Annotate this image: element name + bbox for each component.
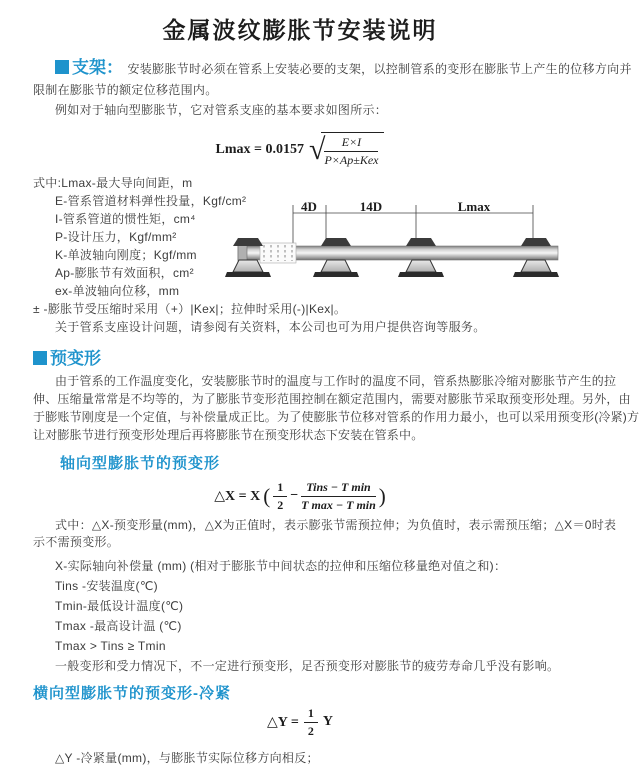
- axial-expl-line-2: 示不需预变形。: [33, 535, 120, 549]
- axial-formula-frac1-den: 2: [277, 497, 284, 512]
- lateral-formula-num: 1: [304, 706, 318, 723]
- var-line: Ap-膨胀节有效面积，cm²: [55, 266, 194, 280]
- var-line: K-单波轴向刚度；Kgf/mm: [55, 248, 197, 262]
- preform-paragraph: [33, 372, 639, 444]
- axial-expl-line-1: 式中：△X-预变形量(mm)，△X为正值时，表示膨张节需预拉伸；为负值时，表示需预压缩；△X＝0时表: [55, 518, 617, 532]
- axial-explanation: [33, 517, 617, 551]
- var-line: P-设计压力，Kgf/mm²: [55, 230, 177, 244]
- axial-formula-frac2-num: Tins − T min: [301, 480, 376, 497]
- pipe-end-cap: [238, 244, 247, 262]
- axial-variable-list: [33, 556, 570, 676]
- pipe-support-diagram: [236, 200, 566, 300]
- support-section: [33, 57, 632, 120]
- axial-formula: [0, 479, 600, 513]
- lateral-section-heading: 横向型膨胀节的预变形-冷紧: [33, 685, 231, 702]
- support-body-line-1: 安装膨胀节时必须在管系上安装必要的支架，以控制管系的变形在膨胀节上产生的位移方向并: [127, 62, 632, 76]
- sqrt-icon: √: [309, 133, 326, 166]
- axial-section-heading-line: [60, 452, 600, 473]
- lateral-explanation: △Y -冷紧量(mm)，与膨胀节实际位移方向相反；: [55, 751, 319, 765]
- var-line: 关于管系支座设计问题，请参阅有关资料，本公司也可为用户提供咨询等服务。: [55, 320, 486, 334]
- axial-var-line: Tins -安装温度(℃): [55, 579, 158, 593]
- support-section-heading-line: [33, 57, 632, 80]
- axial-formula-frac2-den: T max − T min: [301, 497, 376, 512]
- lmax-formula-radicand: [321, 132, 384, 168]
- preform-line: 于膨账节刚度是一个定值，与补偿量成正比。为了使膨胀节位移对管系的作用力最小，也可以采用预变形(冷紧)方: [33, 410, 639, 424]
- preform-line: 伸、压缩量常常是不均等的，为了膨胀节变形范围控制在额定范围内，需要对膨胀节采取预变形处理。另外，由: [33, 392, 631, 406]
- var-line: I-管系管道的惯性矩，cm⁴: [55, 212, 196, 226]
- lmax-formula-lhs: Lmax = 0.0157: [215, 142, 304, 157]
- preform-line: 由于管系的工作温度变化，安装膨胀节时的温度与工作时的温度不同，管系热膨胀冷缩对膨胀节产生的拉: [55, 374, 617, 388]
- var-line: E-管系管道材料弹性投量，Kgf/cm²: [55, 194, 247, 208]
- preform-line: 让对膨胀节进行预变形处理后再将膨胀节在预变形状态下安装在管系中。: [33, 428, 424, 442]
- variables-and-diagram: [0, 174, 600, 338]
- preform-heading: 预变形: [50, 349, 101, 368]
- lmax-formula: [0, 130, 600, 170]
- lateral-formula: [0, 707, 600, 737]
- preform-section: [33, 344, 639, 444]
- axial-var-line: Tmax > Tins ≥ Tmin: [55, 639, 166, 653]
- lateral-formula-den: 2: [307, 723, 314, 738]
- page-title: 金属波纹膨胀节安装说明: [162, 17, 438, 43]
- var-line: 式中:Lmax-最大导向间距，m: [33, 176, 193, 190]
- dim-label-4d: 4D: [301, 199, 317, 214]
- pipe-support-diagram-svg: [236, 200, 566, 295]
- lateral-formula-rhs: Y: [322, 714, 333, 729]
- dim-label-14d: 14D: [359, 199, 383, 214]
- close-paren: ): [378, 483, 386, 508]
- axial-formula-lhs: △X = X: [214, 488, 261, 504]
- var-line: ex-单波轴向位移，mm: [55, 284, 180, 298]
- axial-var-line: X-实际轴向补偿量 (mm) (相对于膨胀节中间状态的拉伸和压缩位移量绝对值之和)：: [55, 559, 507, 573]
- minus-operator: −: [290, 488, 299, 503]
- section-marker-icon: [55, 60, 69, 74]
- support-example-line: 例如对于轴向型膨胀节，它对管系支座的基本要求如图所示：: [55, 103, 388, 117]
- axial-var-line: Tmax -最高设计温 (℃): [55, 619, 182, 633]
- lmax-formula-denominator: P×Ap±Kex: [324, 153, 379, 167]
- open-paren: (: [263, 483, 271, 508]
- axial-var-line: Tmin-最低设计温度(℃): [55, 599, 184, 613]
- support-body-line-2: 限制在膨胀节的额定位移范围内。: [33, 83, 218, 97]
- axial-note-line: 一般变形和受力情况下，不一定进行预变形，足否预变形对膨胀节的疲劳寿命几乎没有影响。: [55, 659, 560, 673]
- lateral-formula-lhs: △Y =: [267, 714, 299, 730]
- var-line: ± -膨胀节受压缩时采用（+）|Kex|；拉伸时采用(-)|Kex|。: [33, 302, 347, 316]
- dim-label-lmax: Lmax: [457, 199, 491, 214]
- bellows: [260, 243, 296, 263]
- preform-heading-line: [33, 344, 570, 369]
- support-section-heading: 支架：: [72, 58, 123, 77]
- section-marker-icon: [33, 351, 47, 365]
- lateral-section-heading-line: [33, 682, 600, 703]
- axial-formula-frac1-num: 1: [273, 480, 287, 497]
- lmax-formula-numerator: E×I: [324, 135, 378, 152]
- axial-section-heading: 轴向型膨胀节的预变形: [60, 455, 221, 472]
